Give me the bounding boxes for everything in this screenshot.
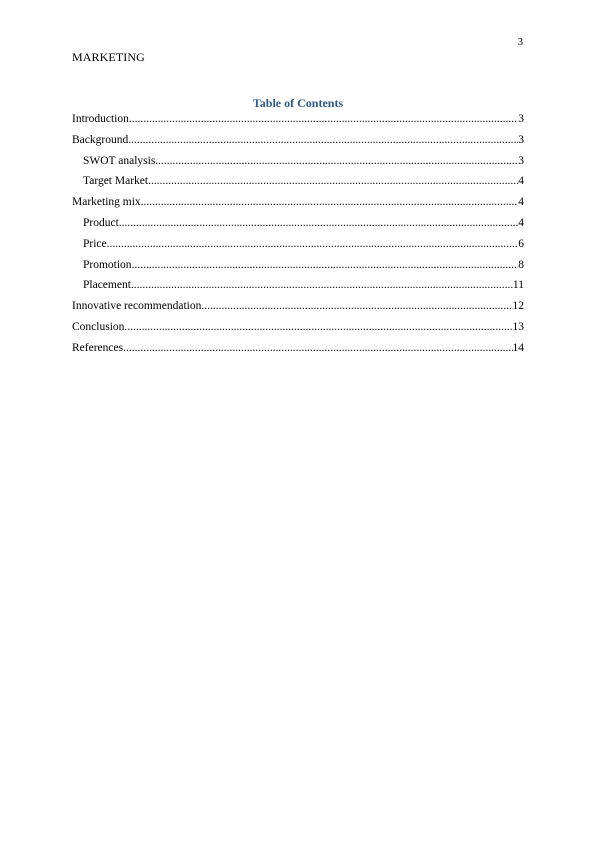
- toc-entry-product[interactable]: [72, 216, 524, 237]
- page-number: 3: [517, 37, 523, 48]
- toc-entry-label: Product: [83, 216, 119, 229]
- toc-entry-label: Marketing mix: [72, 196, 141, 209]
- toc-entry-promotion[interactable]: [72, 258, 524, 279]
- toc-entry-conclusion[interactable]: [72, 320, 524, 341]
- dot-leader: [155, 154, 518, 168]
- toc-entry-label: SWOT analysis: [83, 154, 156, 167]
- toc-entry-label: Innovative recommendation: [72, 300, 202, 313]
- toc-entry-page: 3: [518, 133, 524, 146]
- toc-entry-page: 6: [518, 237, 524, 250]
- running-head: MARKETING: [72, 50, 145, 64]
- toc-entry-page: 11: [512, 279, 524, 292]
- toc-entry-innovative-recommendation[interactable]: [72, 299, 524, 320]
- dot-leader: [201, 299, 512, 313]
- dot-leader: [128, 133, 518, 147]
- toc-entry-page: 14: [512, 341, 524, 354]
- toc-entry-label: Target Market: [83, 175, 149, 188]
- toc-title: Table of Contents: [252, 96, 344, 110]
- dot-leader: [141, 195, 519, 209]
- toc-entry-label: Placement: [83, 279, 131, 292]
- toc-entry-label: Background: [72, 133, 129, 146]
- toc-entry-price[interactable]: [72, 237, 524, 258]
- toc-entry-label: Conclusion: [72, 320, 125, 333]
- dot-leader: [123, 341, 512, 355]
- table-of-contents: [72, 112, 524, 362]
- toc-entry-page: 4: [518, 196, 524, 209]
- dot-leader: [124, 320, 512, 334]
- toc-entry-placement[interactable]: [72, 278, 524, 299]
- toc-entry-label: Introduction: [72, 113, 129, 125]
- toc-entry-page: 12: [512, 300, 524, 313]
- toc-entry-background[interactable]: [72, 133, 524, 154]
- toc-entry-page: 4: [518, 175, 524, 188]
- toc-entry-label: Price: [83, 237, 107, 250]
- dot-leader: [107, 237, 519, 251]
- toc-entry-page: 3: [518, 113, 524, 125]
- dot-leader: [119, 216, 518, 230]
- toc-entry-label: Promotion: [83, 258, 132, 271]
- toc-entry-marketing-mix[interactable]: [72, 195, 524, 216]
- toc-entry-page: 3: [518, 154, 524, 167]
- toc-entry-introduction[interactable]: [72, 112, 524, 133]
- dot-leader: [131, 278, 513, 292]
- toc-entry-page: 4: [518, 216, 524, 229]
- toc-entry-target-market[interactable]: [72, 174, 524, 195]
- toc-entry-page: 8: [518, 258, 524, 271]
- toc-entry-references[interactable]: [72, 341, 524, 362]
- toc-entry-label: References: [72, 341, 124, 354]
- dot-leader: [148, 174, 518, 188]
- dot-leader: [132, 258, 519, 272]
- toc-entry-page: 13: [512, 320, 524, 333]
- dot-leader: [129, 112, 518, 126]
- toc-entry-swot-analysis[interactable]: [72, 154, 524, 175]
